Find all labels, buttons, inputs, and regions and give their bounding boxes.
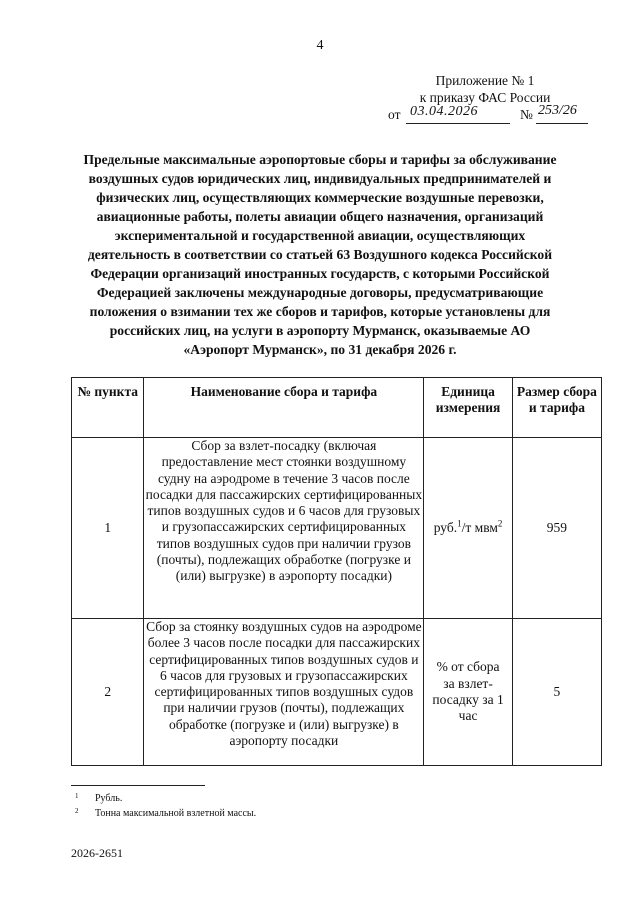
fee-name: Сбор за взлет-посадку (включая предоставление мест стоянки воздушному судну на аэродроме в течение 3 часов после посадки для пассажирских сертифицированных типов воздушных судов и 6 часов для грузовых и грузопассажирских сертифицированных типов воздушных судов при наличии грузов (почты), подлежащих обработке (погрузке и (или) выгрузке) в аэропорту посадки) <box>144 438 424 619</box>
fee-value: 5 <box>512 619 601 766</box>
row-number: 2 <box>72 619 144 766</box>
handwritten-order-number: 253/26 <box>538 103 577 118</box>
tariff-table <box>71 377 602 766</box>
footnote-text: Рубль. <box>95 793 123 804</box>
appendix-header <box>380 72 590 126</box>
document-title: Предельные максимальные аэропортовые сборы и тарифы за обслуживание воздушных судов юридических лиц, индивидуальных предпринимателей и физических лиц, осуществляющих коммерческие воздушные перевозки, авиационные работы, полеты авиации общего назначения, организаций экспериментальной и государственной авиации, осуществляющих деятельность в соответствии со статьей 63 Воздушного кодекса Российской Федерации организаций иностранных государств, с которыми Российской Федерацией заключены международные договоры, предусматривающие положения о взимании тех же сборов и тарифов, которые установлены для российских лиц, на услуги в аэропорту Мурманск, оказываемые АО «Аэропорт Мурманск», по 31 декабря 2026 г. <box>83 152 557 357</box>
table-header-row <box>72 378 602 438</box>
table-row <box>72 438 602 619</box>
fee-value: 959 <box>512 438 601 619</box>
footnote <box>71 806 256 821</box>
footnote-mark: 2 <box>75 807 79 815</box>
order-date-number <box>380 103 590 126</box>
table-row <box>72 619 602 766</box>
handwritten-date: 03.04.2026 <box>410 104 478 119</box>
footnote-mark: 1 <box>75 792 79 800</box>
footnotes <box>71 791 256 821</box>
from-label: от <box>388 107 401 122</box>
unit-text-2: /т мвм <box>461 519 498 535</box>
footnote-text: Тонна максимальной взлетной массы. <box>95 808 257 819</box>
footnote-ref-2: 2 <box>497 518 503 529</box>
footnote <box>71 791 256 806</box>
appendix-order-ref: к приказу ФАС России <box>419 90 551 105</box>
row-number: 1 <box>72 438 144 619</box>
fee-unit: % от сбора за взлет-посадку за 1 час <box>424 619 513 766</box>
number-underline <box>536 123 588 124</box>
number-label: № <box>520 107 533 122</box>
document-code: 2026-2651 <box>71 846 123 860</box>
appendix-title: Приложение № 1 <box>435 73 535 88</box>
header-fee-amount: Размер сбора и тарифа <box>512 378 601 438</box>
fee-name: Сбор за стоянку воздушных судов на аэродроме более 3 часов после посадки для пассажирских сертифицированных типов воздушных судов и 6 часов для грузовых и грузопассажирских сертифицированных типов воздушных судов при наличии грузов (почты), подлежащих обработке (погрузке и (или) выгрузке) в аэропорту посадки <box>144 619 424 766</box>
fee-unit <box>424 438 513 619</box>
header-unit: Единица измерения <box>424 378 513 438</box>
footnote-divider <box>71 785 205 786</box>
date-underline <box>406 123 510 124</box>
header-item-number: № пункта <box>72 378 144 438</box>
unit-text: руб. <box>433 519 458 535</box>
footnote-ref-1: 1 <box>457 518 462 529</box>
page-number: 4 <box>316 38 324 53</box>
header-fee-name: Наименование сбора и тарифа <box>144 378 424 438</box>
